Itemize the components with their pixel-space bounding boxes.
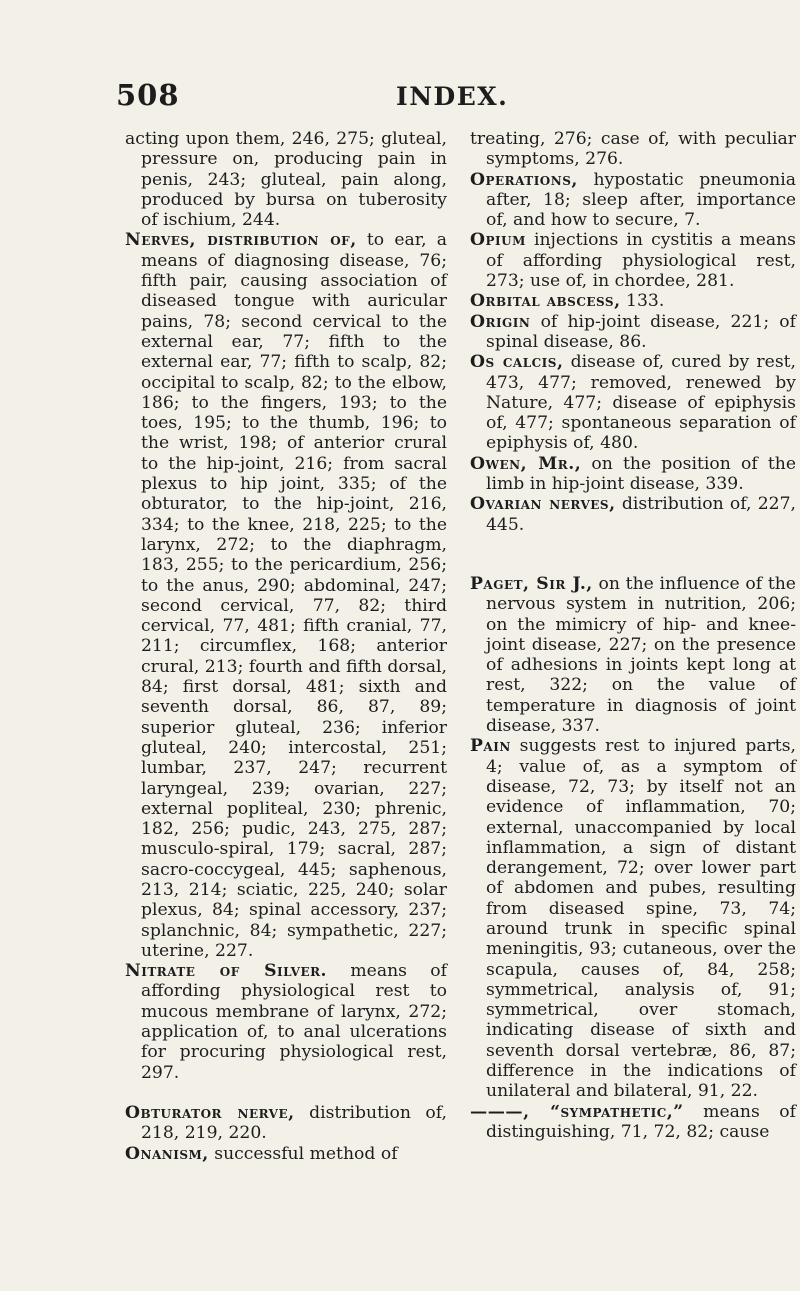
entry-text: of hip-joint disease, 221; of spinal disease, 86. <box>486 311 796 352</box>
index-entry <box>470 454 796 495</box>
entry-term: Obturator nerve, <box>125 1102 295 1123</box>
entry-text: on the position of the limb in hip-joint disease, 339. <box>486 453 797 495</box>
left-column <box>125 129 447 1164</box>
index-entry <box>470 291 796 311</box>
entry-text: injections in cystitis a means of affording physiological rest, 273; use of, in chordee, 281. <box>486 230 796 292</box>
entry-text: 133. <box>620 291 665 312</box>
entry-text: successful method of <box>208 1143 398 1164</box>
entry-text: means of distinguishing, 71, 72, 82; cause <box>486 1101 796 1142</box>
index-entry <box>470 129 796 170</box>
index-entry <box>470 230 796 291</box>
index-entry <box>470 170 796 231</box>
page-number: 508 <box>116 78 180 112</box>
entry-term: Opium <box>470 230 526 251</box>
entry-text: means of affording physiological rest to mucous membrane of larynx, 272; application of, to anal ulcerations for procuring physiological rest, 297. <box>141 961 447 1083</box>
running-head: INDEX. <box>396 82 509 111</box>
entry-term: Orbital abscess, <box>470 291 621 312</box>
entry-term: ———, “sympathetic,” <box>470 1101 684 1122</box>
index-entry <box>470 494 796 535</box>
entry-text: distribution of, 227, 445. <box>486 494 796 535</box>
entry-text: disease of, cured by rest, 473, 477; removed, renewed by Nature, 477; disease of epiphysis of, 477; spontaneous separation of epiphysis of, 480. <box>486 352 797 454</box>
entry-text: on the influence of the nervous system in nutrition, 206; on the mimicry of hip- and knee-joint disease, 227; on the presence of adhesions in joints kept long at rest, 322; on the value of temperature in diagnosis of joint disease, 337. <box>486 573 796 737</box>
entry-term: Origin <box>470 311 531 332</box>
page-header <box>0 0 800 130</box>
entry-text: suggests rest to injured parts, 4; value of, as a symptom of disease, 72, 73; by itself not an evidence of inflammation, 70; external, unaccompanied by local inflammation, a sign of distant derangement, 72; over lower part of abdomen and pubes, resulting from diseased spine, 73, 74; around trunk in specific spinal meningitis, 93; cutaneous, over the scapula, causes of, 84, 258; symmetrical, analysis of, 91; symmetrical, over stomach, indicating disease of sixth and seventh dorsal vertebræ, 86, 87; difference in the indications of unilateral and bilateral, 91, 22. <box>486 736 796 1102</box>
index-entry <box>125 1103 447 1144</box>
entry-term: Nerves, distribution of, <box>125 230 357 251</box>
index-entry <box>125 1144 447 1164</box>
index-entry <box>125 230 447 961</box>
index-entry <box>125 961 447 1083</box>
right-column <box>470 129 796 1142</box>
entry-term: Nitrate of Silver. <box>125 961 328 982</box>
entry-text: to ear, a means of diagnosing disease, 76; fifth pair, causing association of diseased tongue with auricular pains, 78; second cervical to the external ear, 77; fifth to the external ear, 77; fifth to scalp, 82; occipital to scalp, 82; to the elbow, 186; to the fingers, 193; to the toes, 195; to the thumb, 196; to the wrist, 198; of anterior crural to the hip-joint, 216; from sacral plexus to hip joint, 335; of the obturator, to the hip-joint, 216, 334; to the knee, 218, 225; to the larynx, 272; to the diaphragm, 183, 255; to the pericardium, 256; to the anus, 290; abdominal, 247; second cervical, 77, 82; third cervical, 77, 481; fifth cranial, 77, 211; circumflex, 168; anterior crural, 213; fourth and fifth dorsal, 84; first dorsal, 481; sixth and seventh dorsal, 86, 87, 89; superior gluteal, 236; inferior gluteal, 240; intercostal, 251; lumbar, 237, 247; recurrent laryngeal, 239; ovarian, 227; external popliteal, 230; phrenic, 182, 256; pudic, 243, 275, 287; musculo-spiral, 179; sacral, 287; sacro-coccygeal, 445; saphenous, 213, 214; sciatic, 225, 240; solar plexus, 84; spinal accessory, 237; splanchnic, 84; sympathetic, 227; uterine, 227. <box>141 230 447 961</box>
index-entry <box>470 352 796 453</box>
entry-term: Operations, <box>470 169 578 190</box>
index-entry <box>470 574 796 736</box>
entry-text: hypostatic pneumonia after, 18; sleep after, importance of, and how to secure, 7. <box>486 169 796 231</box>
entry-text: treating, 276; case of, with peculiar symptoms, 276. <box>470 129 796 170</box>
entry-text: distribution of, 218, 219, 220. <box>141 1102 447 1144</box>
entry-term: Owen, Mr., <box>470 453 582 474</box>
entry-text: acting upon them, 246, 275; gluteal, pressure on, producing pain in penis, 243; gluteal, pain along, produced by bursa on tuberosity of ischium, 244. <box>125 129 447 231</box>
entry-term: Os calcis, <box>470 352 564 373</box>
entry-term: Ovarian nerves, <box>470 494 616 515</box>
entry-term: Pain <box>470 736 511 757</box>
index-entry <box>470 312 796 353</box>
index-entry <box>470 1102 796 1143</box>
entry-term: Paget, Sir J., <box>470 573 593 594</box>
entry-term: Onanism, <box>125 1143 209 1164</box>
index-entry <box>125 129 447 230</box>
index-entry <box>470 736 796 1101</box>
